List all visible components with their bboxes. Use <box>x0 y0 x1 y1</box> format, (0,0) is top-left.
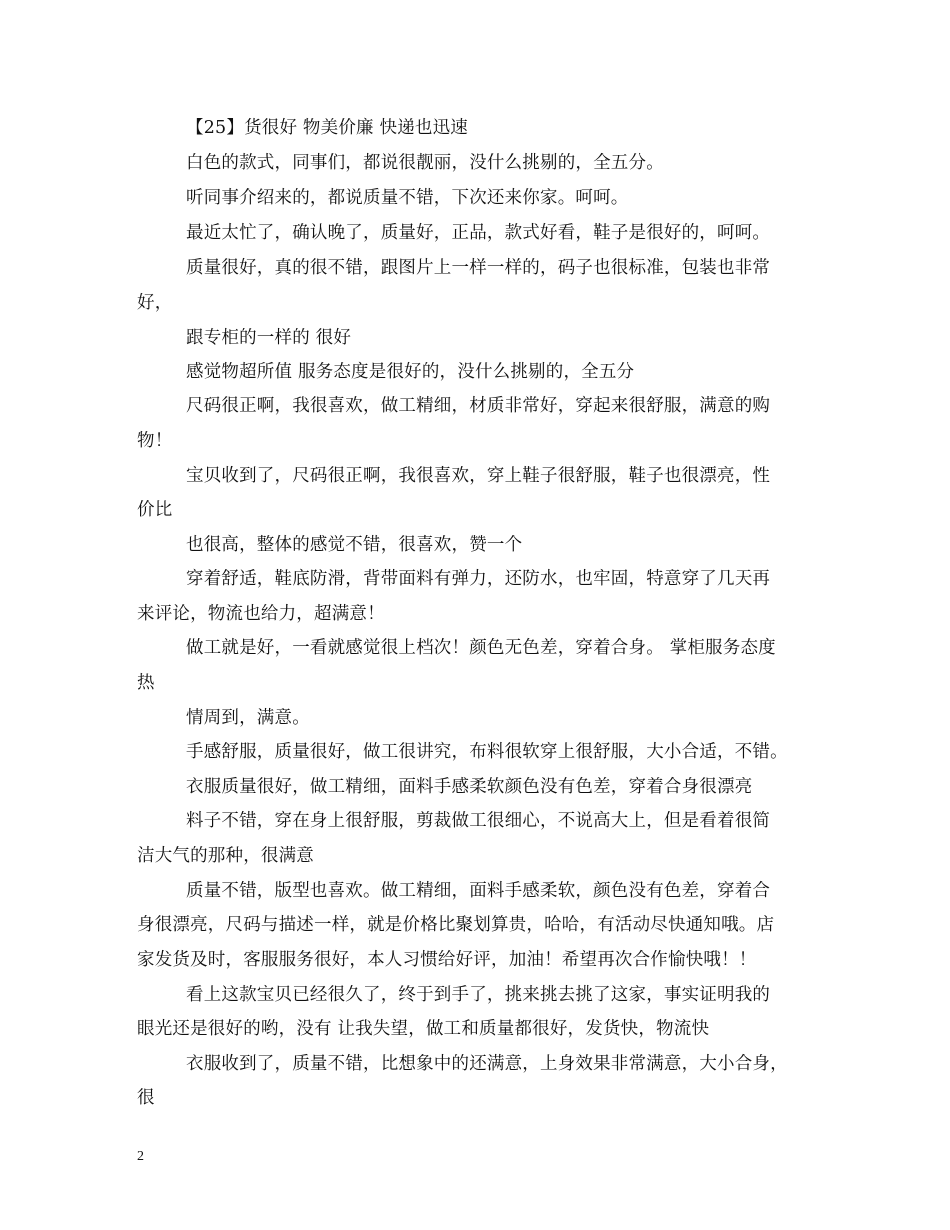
page-number: 2 <box>137 1149 144 1164</box>
review-line: 物！ <box>137 431 173 451</box>
review-line: 质量很好，真的很不错，跟图片上一样一样的，码子也很标准，包装也非常 <box>186 258 771 278</box>
review-line: 情周到，满意。 <box>186 708 310 728</box>
review-line: 价比 <box>137 500 173 520</box>
review-line: 宝贝收到了，尺码很正啊，我很喜欢，穿上鞋子很舒服，鞋子也很漂亮，性 <box>186 466 771 486</box>
review-line: 衣服质量很好，做工精细，面料手感柔软颜色没有色差，穿着合身很漂亮 <box>186 777 753 797</box>
review-line: 尺码很正啊，我很喜欢，做工精细，材质非常好，穿起来很舒服，满意的购 <box>186 396 771 416</box>
review-line: 家发货及时，客服服务很好，本人习惯给好评，加油！希望再次合作愉快哦！！ <box>137 950 757 970</box>
review-line: 眼光还是很好的哟，没有 让我失望，做工和质量都很好，发货快，物流快 <box>137 1019 710 1039</box>
review-line: 热 <box>137 673 155 693</box>
review-line: 很 <box>137 1088 155 1108</box>
review-line: 料子不错，穿在身上很舒服，剪裁做工很细心，不说高大上，但是看着很简 <box>186 811 771 831</box>
review-line: 感觉物超所值 服务态度是很好的，没什么挑剔的，全五分 <box>186 362 635 382</box>
review-line: 【25】货很好 物美价廉 快递也迅速 <box>186 118 468 138</box>
review-line: 来评论，物流也给力，超满意！ <box>137 604 385 624</box>
review-line: 听同事介绍来的，都说质量不错，下次还来你家。呵呵。 <box>186 188 629 208</box>
review-line: 好， <box>137 293 173 313</box>
review-line: 手感舒服，质量很好，做工很讲究，布料很软穿上很舒服，大小合适，不错。 <box>186 742 788 762</box>
review-line: 也很高，整体的感觉不错，很喜欢，赞一个 <box>186 535 523 555</box>
review-line: 看上这款宝贝已经很久了，终于到手了，挑来挑去挑了这家，事实证明我的 <box>186 985 771 1005</box>
review-line: 穿着舒适，鞋底防滑，背带面料有弹力，还防水，也牢固，特意穿了几天再 <box>186 569 771 589</box>
review-line: 最近太忙了，确认晚了，质量好，正品，款式好看，鞋子是很好的，呵呵。 <box>186 223 771 243</box>
review-line: 洁大气的那种，很满意 <box>137 846 314 866</box>
review-line: 白色的款式，同事们，都说很靓丽，没什么挑剔的，全五分。 <box>186 153 664 173</box>
review-line: 质量不错，版型也喜欢。做工精细，面料手感柔软，颜色没有色差，穿着合 <box>186 881 771 901</box>
review-line: 做工就是好，一看就感觉很上档次！颜色无色差，穿着合身。 掌柜服务态度 <box>186 638 776 658</box>
review-line: 身很漂亮，尺码与描述一样，就是价格比聚划算贵，哈哈，有活动尽快通知哦。店 <box>137 915 775 935</box>
review-line: 衣服收到了，质量不错，比想象中的还满意，上身效果非常满意，大小合身， <box>186 1054 788 1074</box>
review-line: 跟专柜的一样的 很好 <box>186 328 352 348</box>
